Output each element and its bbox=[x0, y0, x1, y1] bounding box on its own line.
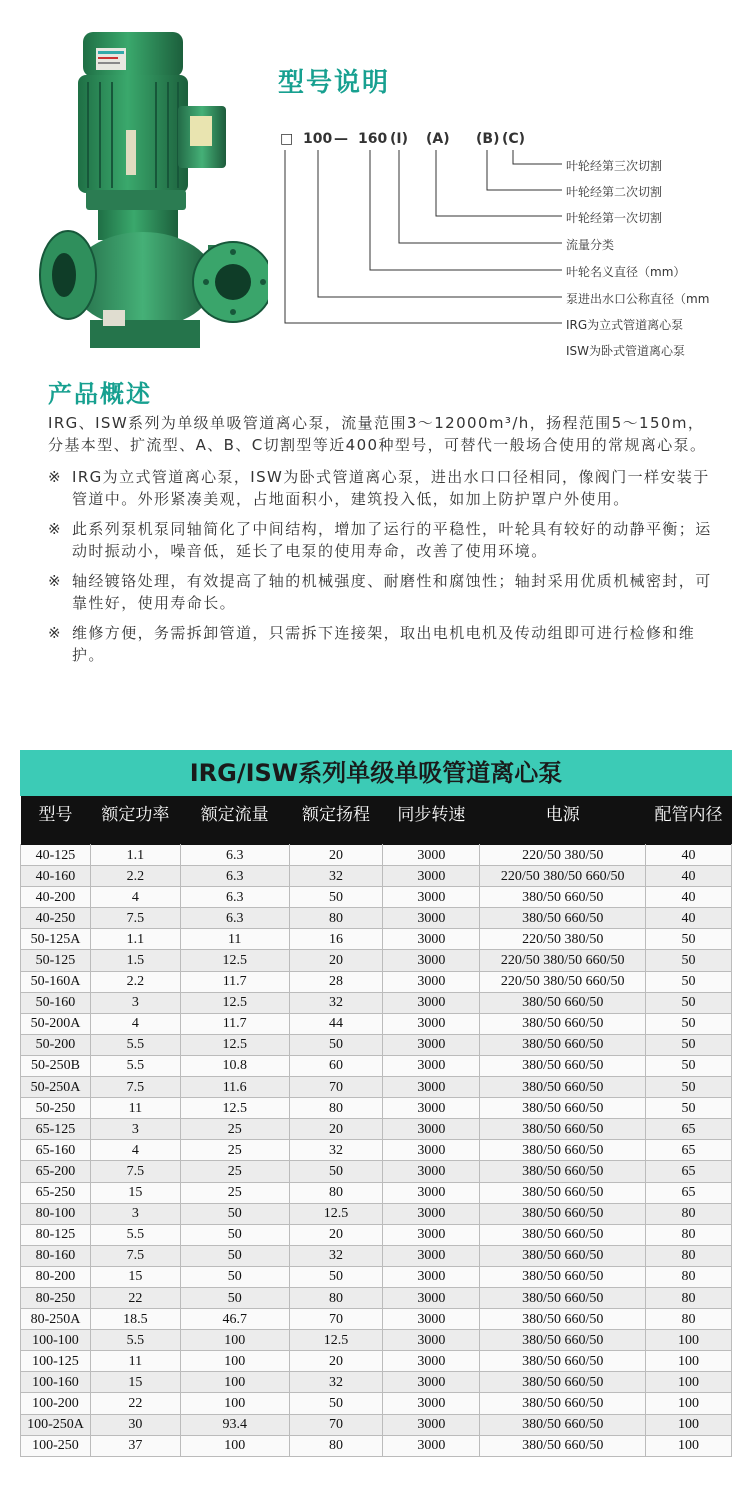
table-cell: 80-160 bbox=[21, 1245, 91, 1266]
table-cell: 50 bbox=[180, 1245, 289, 1266]
table-row bbox=[21, 1351, 732, 1372]
table-cell: 380/50 660/50 bbox=[480, 887, 646, 908]
table-cell: 50 bbox=[646, 971, 732, 992]
table-cell: 3000 bbox=[383, 1245, 480, 1266]
table-cell: 80 bbox=[289, 1182, 383, 1203]
table-cell: 380/50 660/50 bbox=[480, 1414, 646, 1435]
table-row bbox=[21, 971, 732, 992]
table-cell: 220/50 380/50 bbox=[480, 929, 646, 950]
table-cell: 11.6 bbox=[180, 1077, 289, 1098]
table-cell: 100 bbox=[180, 1372, 289, 1393]
table-cell: 100 bbox=[646, 1393, 732, 1414]
table-cell: 3000 bbox=[383, 1203, 480, 1224]
table-cell: 20 bbox=[289, 845, 383, 866]
table-row bbox=[21, 1182, 732, 1203]
table-cell: 32 bbox=[289, 866, 383, 887]
table-cell: 80 bbox=[289, 1287, 383, 1308]
table-cell: 380/50 660/50 bbox=[480, 1245, 646, 1266]
table-cell: 3000 bbox=[383, 1013, 480, 1034]
table-cell: 11 bbox=[90, 1098, 180, 1119]
table-cell: 10.8 bbox=[180, 1055, 289, 1076]
table-cell: 100 bbox=[646, 1414, 732, 1435]
bullet-text: IRG为立式管道离心泵，ISW为卧式管道离心泵，进出水口口径相同，像阀门一样安装于管道中。外形紧凑美观，占地面积小，建筑投入低，如加上防护罩户外使用。 bbox=[72, 468, 710, 508]
explanation-cut-3: 叶轮经第三次切割 bbox=[566, 159, 663, 173]
table-cell: 3 bbox=[90, 1119, 180, 1140]
table-cell: 3000 bbox=[383, 866, 480, 887]
table-cell: 60 bbox=[289, 1055, 383, 1076]
table-cell: 50 bbox=[646, 1077, 732, 1098]
table-cell: 7.5 bbox=[90, 908, 180, 929]
table-cell: 11.7 bbox=[180, 1013, 289, 1034]
table-cell: 3000 bbox=[383, 1119, 480, 1140]
table-cell: 5.5 bbox=[90, 1055, 180, 1076]
explanation-cut-2: 叶轮经第二次切割 bbox=[566, 185, 663, 199]
code-part-inlet: 100 bbox=[303, 131, 333, 147]
table-cell: 220/50 380/50 660/50 bbox=[480, 866, 646, 887]
table-cell: 12.5 bbox=[180, 950, 289, 971]
overview-bullet bbox=[48, 466, 716, 510]
table-cell: 3000 bbox=[383, 950, 480, 971]
overview-bullet bbox=[48, 570, 716, 614]
table-cell: 100-250A bbox=[21, 1414, 91, 1435]
table-cell: 80 bbox=[289, 1435, 383, 1456]
table-header-cell: 配管内径 bbox=[646, 796, 732, 845]
table-header-cell: 额定功率 bbox=[90, 796, 180, 845]
table-cell: 80-250 bbox=[21, 1287, 91, 1308]
table-cell: 6.3 bbox=[180, 866, 289, 887]
table-cell: 15 bbox=[90, 1182, 180, 1203]
table-row bbox=[21, 1161, 732, 1182]
table-cell: 100-200 bbox=[21, 1393, 91, 1414]
table-header-row bbox=[21, 796, 732, 845]
table-cell: 11 bbox=[180, 929, 289, 950]
table-cell: 380/50 660/50 bbox=[480, 992, 646, 1013]
table-cell: 380/50 660/50 bbox=[480, 1203, 646, 1224]
table-cell: 40-160 bbox=[21, 866, 91, 887]
table-cell: 65-200 bbox=[21, 1161, 91, 1182]
table-cell: 380/50 660/50 bbox=[480, 1266, 646, 1287]
table-cell: 50 bbox=[289, 1393, 383, 1414]
table-row bbox=[21, 1098, 732, 1119]
table-cell: 12.5 bbox=[289, 1203, 383, 1224]
table-cell: 18.5 bbox=[90, 1309, 180, 1330]
table-cell: 50 bbox=[646, 1034, 732, 1055]
table-row bbox=[21, 1140, 732, 1161]
overview-bullet bbox=[48, 518, 716, 562]
table-row bbox=[21, 1435, 732, 1456]
table-cell: 100 bbox=[646, 1435, 732, 1456]
table-cell: 22 bbox=[90, 1287, 180, 1308]
table-cell: 100 bbox=[646, 1372, 732, 1393]
table-cell: 3000 bbox=[383, 1393, 480, 1414]
table-cell: 50 bbox=[180, 1287, 289, 1308]
table-cell: 40 bbox=[646, 887, 732, 908]
table-cell: 12.5 bbox=[180, 1098, 289, 1119]
table-header-cell: 额定流量 bbox=[180, 796, 289, 845]
table-cell: 50 bbox=[289, 887, 383, 908]
table-cell: 50-125A bbox=[21, 929, 91, 950]
explanation-inlet-diameter: 泵进出水口公称直径（mm bbox=[566, 292, 710, 306]
table-cell: 32 bbox=[289, 1140, 383, 1161]
table-cell: 380/50 660/50 bbox=[480, 908, 646, 929]
table-cell: 20 bbox=[289, 1351, 383, 1372]
table-cell: 6.3 bbox=[180, 908, 289, 929]
table-cell: 380/50 660/50 bbox=[480, 1372, 646, 1393]
table-cell: 65 bbox=[646, 1140, 732, 1161]
table-cell: 3000 bbox=[383, 1414, 480, 1435]
table-cell: 25 bbox=[180, 1119, 289, 1140]
table-cell: 100 bbox=[646, 1351, 732, 1372]
table-cell: 20 bbox=[289, 1119, 383, 1140]
table-cell: 3000 bbox=[383, 887, 480, 908]
table-cell: 380/50 660/50 bbox=[480, 1098, 646, 1119]
table-cell: 3000 bbox=[383, 1351, 480, 1372]
table-row bbox=[21, 908, 732, 929]
table-cell: 7.5 bbox=[90, 1161, 180, 1182]
table-row bbox=[21, 887, 732, 908]
table-cell: 50 bbox=[180, 1266, 289, 1287]
table-cell: 1.1 bbox=[90, 929, 180, 950]
explanation-cut-1: 叶轮经第一次切割 bbox=[566, 211, 663, 225]
table-cell: 30 bbox=[90, 1414, 180, 1435]
table-cell: 220/50 380/50 bbox=[480, 845, 646, 866]
table-cell: 25 bbox=[180, 1140, 289, 1161]
table-row bbox=[21, 950, 732, 971]
table-cell: 80-100 bbox=[21, 1203, 91, 1224]
table-cell: 80 bbox=[646, 1245, 732, 1266]
table-cell: 3000 bbox=[383, 971, 480, 992]
table-cell: 50 bbox=[646, 950, 732, 971]
table-cell: 50-160 bbox=[21, 992, 91, 1013]
table-cell: 380/50 660/50 bbox=[480, 1013, 646, 1034]
table-header-cell: 型号 bbox=[21, 796, 91, 845]
table-cell: 50-160A bbox=[21, 971, 91, 992]
table-cell: 80 bbox=[289, 908, 383, 929]
table-cell: 40 bbox=[646, 908, 732, 929]
table-cell: 380/50 660/50 bbox=[480, 1119, 646, 1140]
table-cell: 80 bbox=[646, 1266, 732, 1287]
table-cell: 50-250 bbox=[21, 1098, 91, 1119]
code-square: □ bbox=[280, 131, 294, 147]
table-cell: 70 bbox=[289, 1414, 383, 1435]
table-row bbox=[21, 1309, 732, 1330]
table-cell: 50 bbox=[646, 1013, 732, 1034]
table-cell: 6.3 bbox=[180, 845, 289, 866]
table-cell: 80 bbox=[646, 1309, 732, 1330]
table-cell: 25 bbox=[180, 1161, 289, 1182]
table-cell: 380/50 660/50 bbox=[480, 1330, 646, 1351]
table-cell: 3000 bbox=[383, 992, 480, 1013]
table-row bbox=[21, 845, 732, 866]
table-cell: 44 bbox=[289, 1013, 383, 1034]
table-cell: 380/50 660/50 bbox=[480, 1161, 646, 1182]
table-row bbox=[21, 1372, 732, 1393]
table-cell: 50 bbox=[646, 929, 732, 950]
table-row bbox=[21, 1034, 732, 1055]
table-cell: 100 bbox=[180, 1393, 289, 1414]
explanation-isw: ISW为卧式管道离心泵 bbox=[566, 344, 686, 358]
table-cell: 70 bbox=[289, 1309, 383, 1330]
table-cell: 100-125 bbox=[21, 1351, 91, 1372]
table-cell: 65-250 bbox=[21, 1182, 91, 1203]
table-cell: 3000 bbox=[383, 1266, 480, 1287]
table-cell: 100-100 bbox=[21, 1330, 91, 1351]
table-cell: 20 bbox=[289, 1224, 383, 1245]
table-cell: 100-160 bbox=[21, 1372, 91, 1393]
table-cell: 22 bbox=[90, 1393, 180, 1414]
table-row bbox=[21, 1287, 732, 1308]
overview-title: 产品概述 bbox=[48, 380, 152, 408]
table-cell: 2.2 bbox=[90, 866, 180, 887]
table-row bbox=[21, 1393, 732, 1414]
table-cell: 380/50 660/50 bbox=[480, 1393, 646, 1414]
bullet-text: 维修方便，务需拆卸管道，只需拆下连接架，取出电机电机及传动组即可进行检修和维护。 bbox=[72, 624, 696, 664]
table-cell: 7.5 bbox=[90, 1077, 180, 1098]
overview-body bbox=[48, 412, 716, 674]
table-row bbox=[21, 929, 732, 950]
table-cell: 50 bbox=[289, 1034, 383, 1055]
table-row bbox=[21, 1414, 732, 1435]
table-cell: 25 bbox=[180, 1182, 289, 1203]
overview-intro: IRG、ISW系列为单级单吸管道离心泵，流量范围3～12000m³/h，扬程范围5～150m，分基本型、扩流型、A、B、C切割型等近400种型号，可替代一般场合使用的常规离心泵。 bbox=[48, 414, 707, 454]
table-cell: 65-160 bbox=[21, 1140, 91, 1161]
table-cell: 6.3 bbox=[180, 887, 289, 908]
table-cell: 100 bbox=[180, 1330, 289, 1351]
table-row bbox=[21, 1013, 732, 1034]
table-cell: 12.5 bbox=[180, 1034, 289, 1055]
table-cell: 220/50 380/50 660/50 bbox=[480, 950, 646, 971]
code-part-a: (A) bbox=[426, 131, 450, 147]
code-part-c: (C) bbox=[502, 131, 526, 147]
explanation-flow-class: 流量分类 bbox=[566, 238, 615, 252]
table-cell: 32 bbox=[289, 1245, 383, 1266]
table-cell: 80 bbox=[289, 1098, 383, 1119]
table-header-cell: 额定扬程 bbox=[289, 796, 383, 845]
code-dash: — bbox=[334, 131, 348, 147]
table-cell: 80-250A bbox=[21, 1309, 91, 1330]
table-cell: 3000 bbox=[383, 1077, 480, 1098]
explanation-impeller-diameter: 叶轮名义直径（mm） bbox=[566, 265, 686, 279]
table-body bbox=[21, 845, 732, 1457]
table-cell: 380/50 660/50 bbox=[480, 1034, 646, 1055]
table-cell: 3000 bbox=[383, 929, 480, 950]
table-cell: 15 bbox=[90, 1372, 180, 1393]
bullet-mark: ※ bbox=[48, 468, 62, 486]
table-cell: 80 bbox=[646, 1224, 732, 1245]
table-cell: 11.7 bbox=[180, 971, 289, 992]
table-cell: 380/50 660/50 bbox=[480, 1077, 646, 1098]
table-cell: 7.5 bbox=[90, 1245, 180, 1266]
table-row bbox=[21, 1266, 732, 1287]
table-cell: 1.5 bbox=[90, 950, 180, 971]
table-cell: 50 bbox=[180, 1224, 289, 1245]
table-cell: 80-200 bbox=[21, 1266, 91, 1287]
table-cell: 50-250B bbox=[21, 1055, 91, 1076]
table-cell: 93.4 bbox=[180, 1414, 289, 1435]
bullet-text: 轴经镀铬处理，有效提高了轴的机械强度、耐磨性和腐蚀性；轴封采用优质机械密封，可靠性好，使用寿命长。 bbox=[72, 572, 712, 612]
table-cell: 3000 bbox=[383, 1372, 480, 1393]
bullet-mark: ※ bbox=[48, 624, 62, 642]
table-cell: 15 bbox=[90, 1266, 180, 1287]
table-cell: 3000 bbox=[383, 1055, 480, 1076]
table-cell: 380/50 660/50 bbox=[480, 1224, 646, 1245]
table-cell: 100 bbox=[180, 1351, 289, 1372]
table-cell: 32 bbox=[289, 992, 383, 1013]
table-cell: 3000 bbox=[383, 845, 480, 866]
table-header-cell: 电源 bbox=[480, 796, 646, 845]
table-cell: 4 bbox=[90, 1013, 180, 1034]
table-cell: 380/50 660/50 bbox=[480, 1287, 646, 1308]
table-cell: 3000 bbox=[383, 1435, 480, 1456]
table-cell: 3000 bbox=[383, 1098, 480, 1119]
table-cell: 3000 bbox=[383, 908, 480, 929]
table-cell: 65 bbox=[646, 1119, 732, 1140]
table-cell: 65 bbox=[646, 1182, 732, 1203]
table-cell: 100 bbox=[180, 1435, 289, 1456]
overview-bullet bbox=[48, 622, 716, 666]
table-cell: 80 bbox=[646, 1203, 732, 1224]
table-cell: 3000 bbox=[383, 1309, 480, 1330]
table-row bbox=[21, 1077, 732, 1098]
table-cell: 100-250 bbox=[21, 1435, 91, 1456]
table-cell: 3 bbox=[90, 992, 180, 1013]
table-cell: 380/50 660/50 bbox=[480, 1140, 646, 1161]
table-cell: 40 bbox=[646, 845, 732, 866]
table-cell: 50 bbox=[289, 1161, 383, 1182]
table-cell: 100 bbox=[646, 1330, 732, 1351]
table-cell: 32 bbox=[289, 1372, 383, 1393]
table-cell: 380/50 660/50 bbox=[480, 1309, 646, 1330]
code-part-impeller: 160 bbox=[358, 131, 388, 147]
table-cell: 50 bbox=[646, 1098, 732, 1119]
table-cell: 65 bbox=[646, 1161, 732, 1182]
table-row bbox=[21, 1245, 732, 1266]
bullet-mark: ※ bbox=[48, 520, 62, 538]
table-cell: 380/50 660/50 bbox=[480, 1351, 646, 1372]
table-cell: 50 bbox=[646, 1055, 732, 1076]
table-cell: 37 bbox=[90, 1435, 180, 1456]
spec-table bbox=[20, 796, 732, 1457]
table-cell: 3000 bbox=[383, 1140, 480, 1161]
model-section-title: 型号说明 bbox=[278, 68, 391, 98]
table-cell: 1.1 bbox=[90, 845, 180, 866]
table-cell: 3000 bbox=[383, 1330, 480, 1351]
table-cell: 220/50 380/50 660/50 bbox=[480, 971, 646, 992]
table-cell: 80 bbox=[646, 1287, 732, 1308]
table-cell: 40-125 bbox=[21, 845, 91, 866]
table-cell: 50-200A bbox=[21, 1013, 91, 1034]
table-cell: 70 bbox=[289, 1077, 383, 1098]
table-cell: 2.2 bbox=[90, 971, 180, 992]
table-cell: 40 bbox=[646, 866, 732, 887]
table-cell: 40-250 bbox=[21, 908, 91, 929]
table-row bbox=[21, 992, 732, 1013]
table-cell: 50 bbox=[646, 992, 732, 1013]
table-row bbox=[21, 1119, 732, 1140]
table-cell: 3000 bbox=[383, 1182, 480, 1203]
table-row bbox=[21, 1203, 732, 1224]
code-part-flow: (I) bbox=[390, 131, 409, 147]
table-cell: 46.7 bbox=[180, 1309, 289, 1330]
table-row bbox=[21, 1224, 732, 1245]
table-cell: 65-125 bbox=[21, 1119, 91, 1140]
table-cell: 40-200 bbox=[21, 887, 91, 908]
table-cell: 28 bbox=[289, 971, 383, 992]
table-cell: 11 bbox=[90, 1351, 180, 1372]
table-cell: 50-125 bbox=[21, 950, 91, 971]
code-part-b: (B) bbox=[476, 131, 500, 147]
table-cell: 20 bbox=[289, 950, 383, 971]
table-cell: 3 bbox=[90, 1203, 180, 1224]
table-cell: 4 bbox=[90, 887, 180, 908]
table-row bbox=[21, 866, 732, 887]
table-cell: 4 bbox=[90, 1140, 180, 1161]
table-cell: 3000 bbox=[383, 1161, 480, 1182]
table-cell: 380/50 660/50 bbox=[480, 1055, 646, 1076]
table-cell: 380/50 660/50 bbox=[480, 1182, 646, 1203]
table-cell: 5.5 bbox=[90, 1330, 180, 1351]
table-cell: 380/50 660/50 bbox=[480, 1435, 646, 1456]
table-row bbox=[21, 1330, 732, 1351]
table-cell: 12.5 bbox=[180, 992, 289, 1013]
table-cell: 5.5 bbox=[90, 1224, 180, 1245]
explanation-irg: IRG为立式管道离心泵 bbox=[566, 318, 684, 332]
table-row bbox=[21, 1055, 732, 1076]
table-cell: 80-125 bbox=[21, 1224, 91, 1245]
table-cell: 3000 bbox=[383, 1224, 480, 1245]
table-cell: 50 bbox=[180, 1203, 289, 1224]
table-cell: 50 bbox=[289, 1266, 383, 1287]
bullet-mark: ※ bbox=[48, 572, 62, 590]
table-cell: 3000 bbox=[383, 1034, 480, 1055]
table-cell: 5.5 bbox=[90, 1034, 180, 1055]
table-cell: 12.5 bbox=[289, 1330, 383, 1351]
table-cell: 50-200 bbox=[21, 1034, 91, 1055]
table-cell: 3000 bbox=[383, 1287, 480, 1308]
bullet-text: 此系列泵机泵同轴简化了中间结构，增加了运行的平稳性，叶轮具有较好的动静平衡；运动时振动小，噪音低，延长了电泵的使用寿命，改善了使用环境。 bbox=[72, 520, 712, 560]
table-title: IRG/ISW系列单级单吸管道离心泵 bbox=[20, 750, 732, 796]
table-cell: 16 bbox=[289, 929, 383, 950]
table-cell: 50-250A bbox=[21, 1077, 91, 1098]
table-header-cell: 同步转速 bbox=[383, 796, 480, 845]
